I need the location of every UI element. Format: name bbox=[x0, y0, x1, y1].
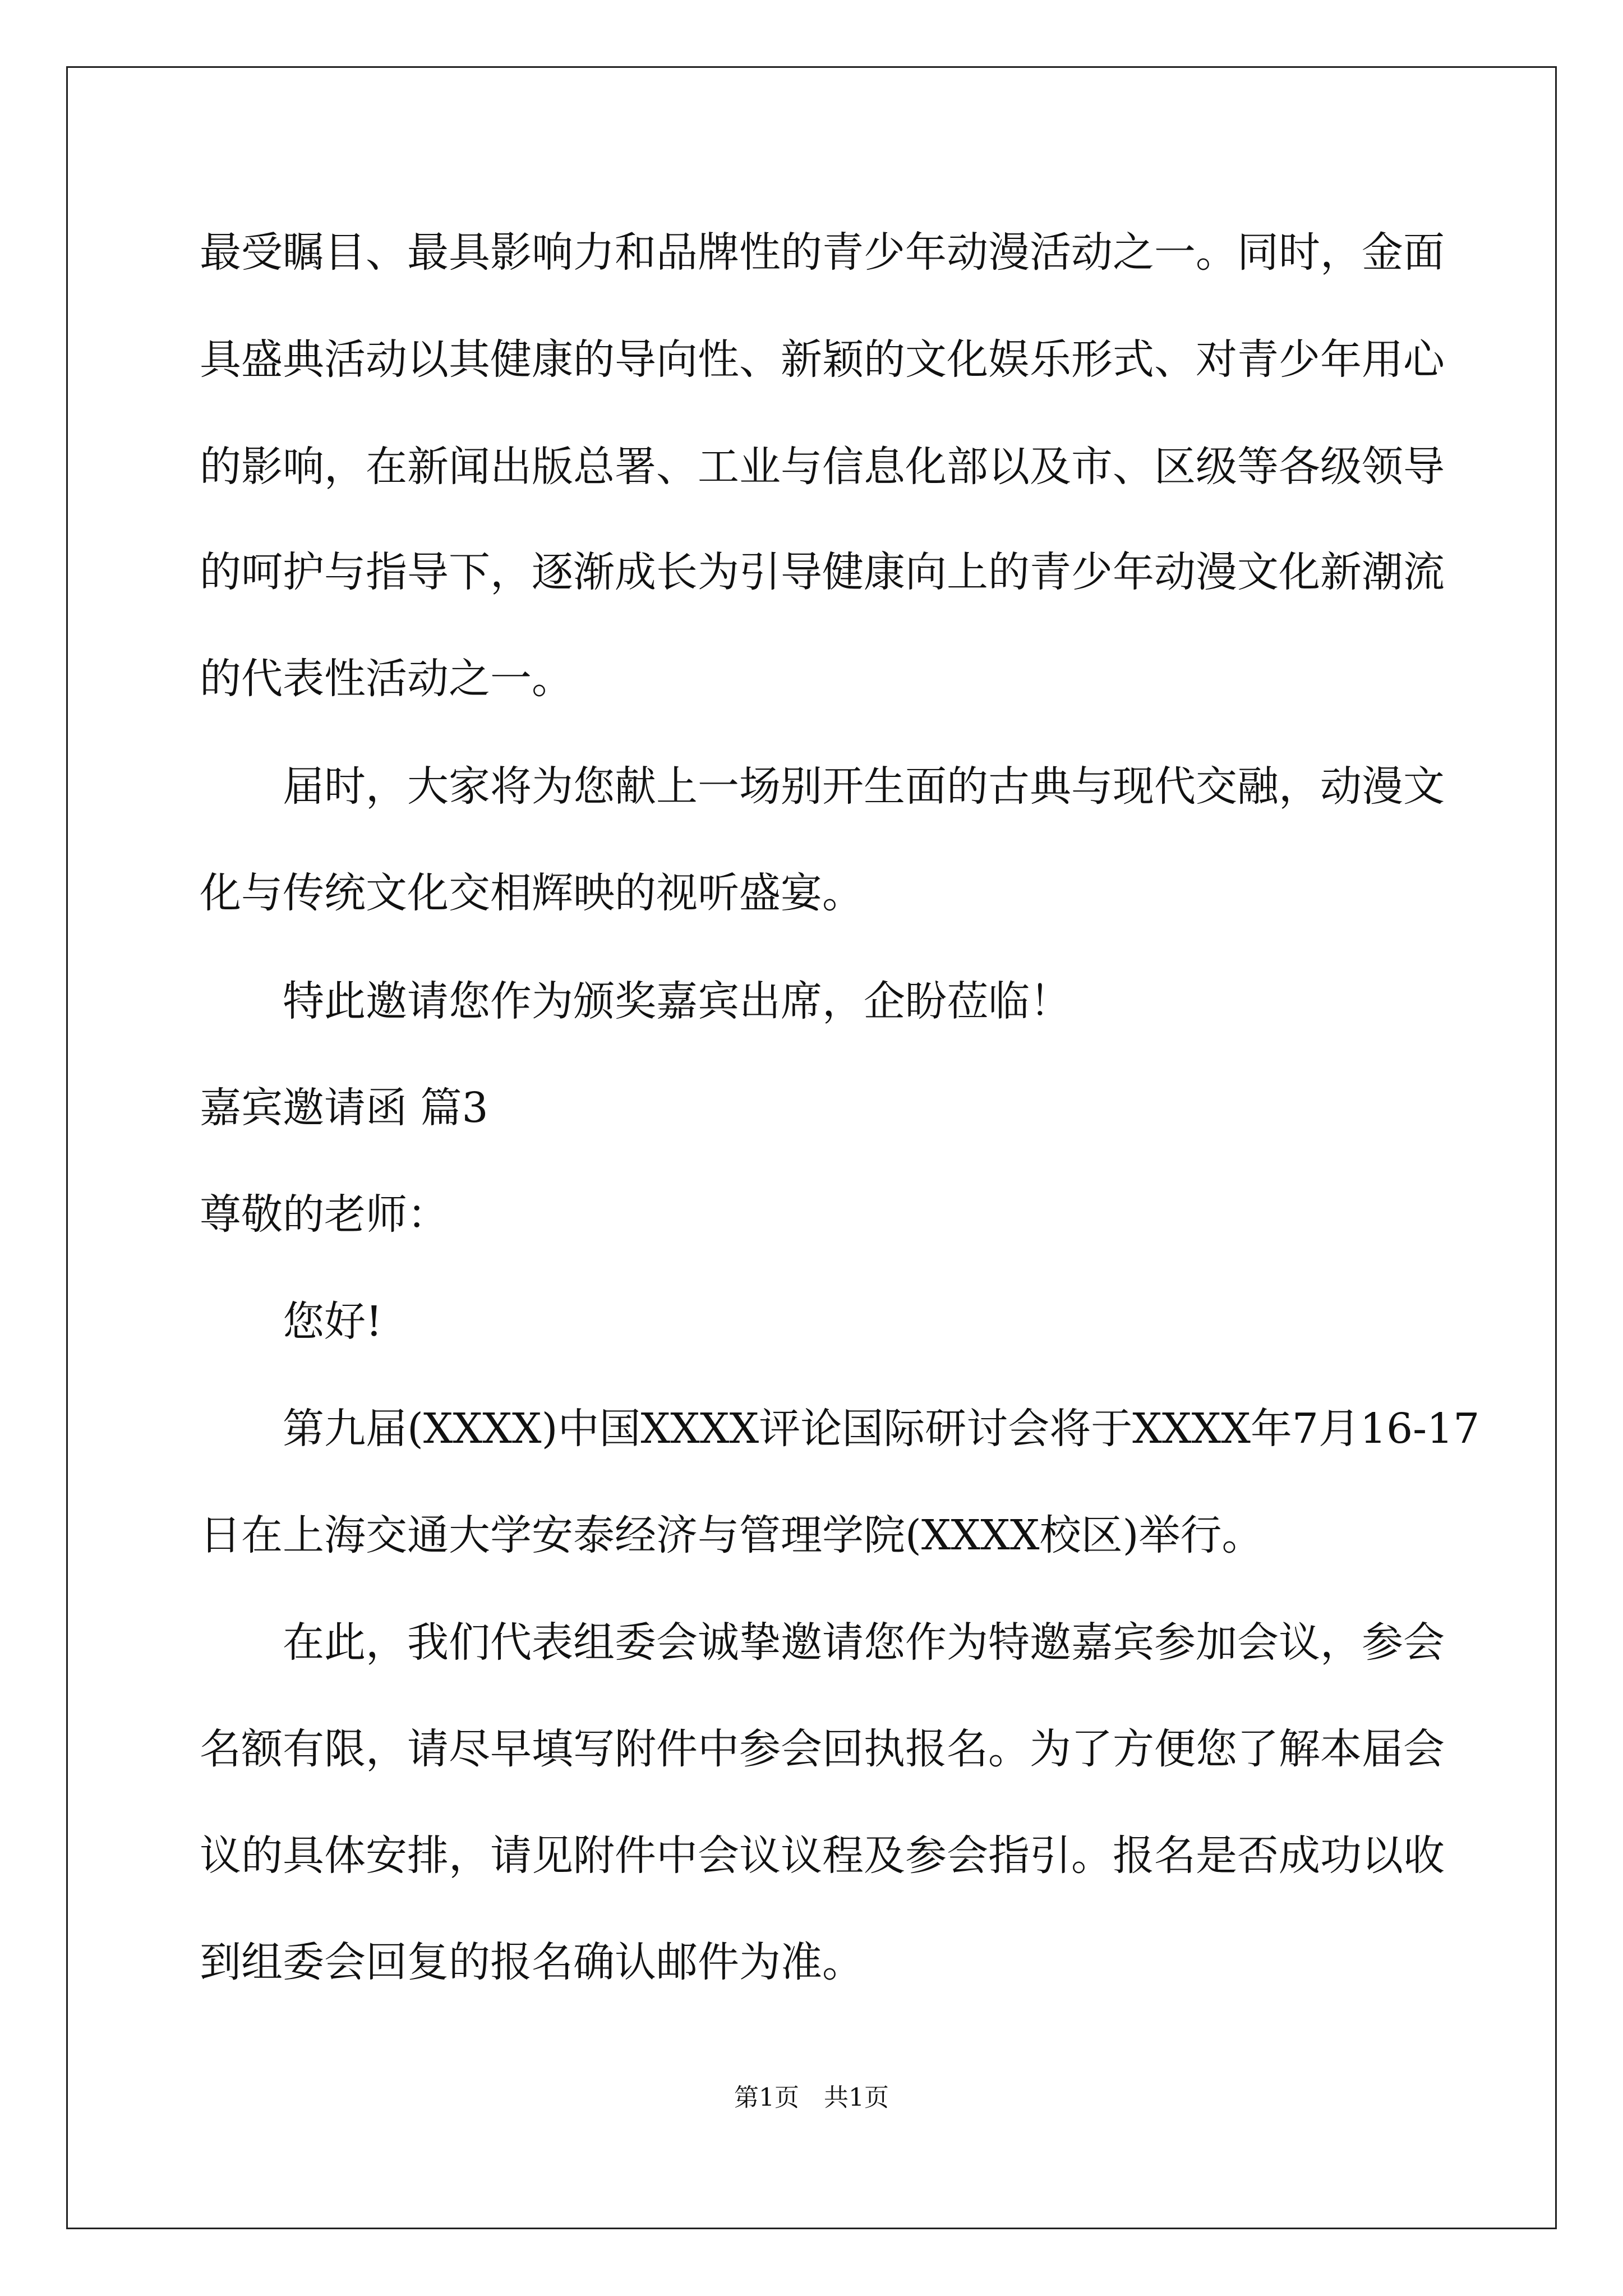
text-line: 议的具体安排，请见附件中会议议程及参会指引。报名是否成功以收 bbox=[200, 1832, 1445, 1880]
text-line: 具盛典活动以其健康的导向性、新颖的文化娱乐形式、对青少年用心 bbox=[200, 335, 1445, 384]
paragraph-start: 在此，我们代表组委会诚挚邀请您作为特邀嘉宾参加会议，参会 bbox=[283, 1618, 1445, 1667]
page-border bbox=[66, 66, 1557, 2229]
text-line: 最受瞩目、最具影响力和品牌性的青少年动漫活动之一。同时，金面 bbox=[200, 228, 1445, 277]
text-line: 的影响，在新闻出版总署、工业与信息化部以及市、区级等各级领导 bbox=[200, 443, 1445, 491]
page-footer: 第1页 共1页 bbox=[734, 2083, 889, 2112]
text-line: 日在上海交通大学安泰经济与管理学院(XXXX校区)举行。 bbox=[200, 1511, 1264, 1559]
text-line: 名额有限，请尽早填写附件中参会回执报名。为了方便您了解本届会 bbox=[200, 1725, 1445, 1773]
paragraph-start: 届时，大家将为您献上一场别开生面的古典与现代交融，动漫文 bbox=[283, 762, 1445, 811]
text-line: 化与传统文化交相辉映的视听盛宴。 bbox=[200, 869, 864, 917]
paragraph-start: 第九届(XXXX)中国XXXX评论国际研讨会将于XXXX年7月16-17 bbox=[283, 1405, 1480, 1453]
text-line: 的呵护与指导下，逐渐成长为引导健康向上的青少年动漫文化新潮流 bbox=[200, 548, 1445, 596]
greeting: 您好! bbox=[283, 1297, 382, 1346]
text-line: 到组委会回复的报名确认邮件为准。 bbox=[200, 1938, 864, 1986]
section-heading: 嘉宾邀请函 篇3 bbox=[200, 1084, 488, 1132]
paragraph-start: 特此邀请您作为颁奖嘉宾出席，企盼莅临！ bbox=[283, 977, 1071, 1025]
text-line: 的代表性活动之一。 bbox=[200, 655, 573, 703]
salutation: 尊敬的老师： bbox=[200, 1190, 449, 1239]
